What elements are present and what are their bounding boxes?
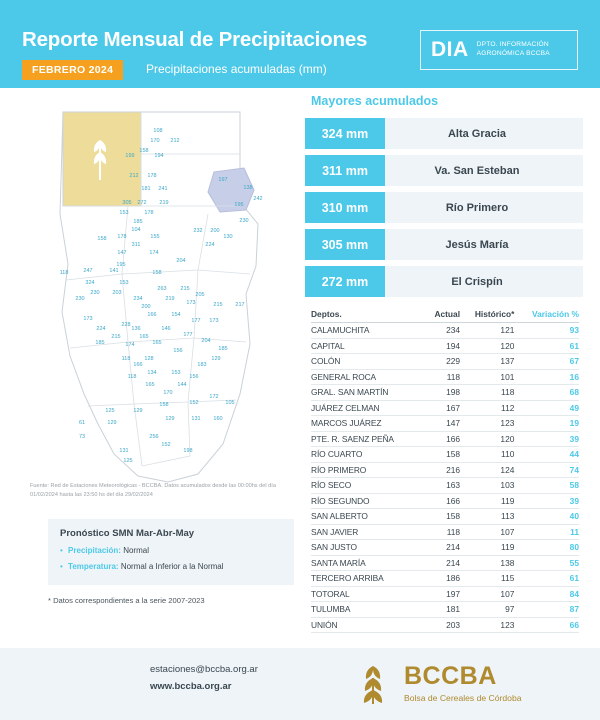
cell-historico: 115 — [460, 571, 514, 587]
top-accumulated-title: Mayores acumulados — [311, 94, 439, 108]
svg-text:131: 131 — [119, 448, 129, 454]
svg-text:183: 183 — [197, 362, 207, 368]
svg-text:118: 118 — [121, 356, 131, 362]
svg-text:203: 203 — [112, 290, 122, 296]
table-head — [311, 309, 579, 323]
col-historico: Histórico* — [460, 309, 514, 323]
table-row — [311, 586, 579, 602]
svg-text:154: 154 — [171, 312, 181, 318]
cell-actual: 216 — [425, 462, 460, 478]
map-panel — [18, 94, 294, 634]
cell-actual: 234 — [425, 323, 460, 339]
top-accumulated-row — [305, 266, 583, 297]
svg-text:256: 256 — [149, 434, 159, 440]
cell-depto: TERCERO ARRIBA — [311, 571, 425, 587]
cell-depto: RÍO SEGUNDO — [311, 493, 425, 509]
cell-depto: JUÁREZ CELMAN — [311, 400, 425, 416]
bccba-logo — [352, 660, 522, 706]
cell-actual: 118 — [425, 369, 460, 385]
top-accumulated-name: Alta Gracia — [447, 127, 507, 140]
top-accumulated-name: Jesús María — [445, 238, 509, 251]
cell-historico: 120 — [460, 338, 514, 354]
svg-text:199: 199 — [125, 153, 135, 159]
svg-text:165: 165 — [152, 340, 162, 346]
cell-actual: 118 — [425, 524, 460, 540]
svg-text:181: 181 — [141, 186, 151, 192]
cell-depto: COLÓN — [311, 354, 425, 370]
svg-text:177: 177 — [191, 318, 201, 324]
website-link[interactable]: www.bccba.org.ar — [150, 681, 232, 692]
brand-subtitle: Bolsa de Cereales de Córdoba — [404, 692, 522, 703]
cell-actual: 158 — [425, 447, 460, 463]
svg-text:212: 212 — [170, 138, 180, 144]
brand-text — [404, 661, 522, 703]
cell-historico: 121 — [460, 323, 514, 339]
date-badge: FEBRERO 2024 — [22, 60, 123, 80]
svg-text:156: 156 — [189, 374, 199, 380]
cell-variacion: 61 — [514, 338, 579, 354]
cell-actual: 158 — [425, 509, 460, 525]
svg-text:131: 131 — [191, 416, 201, 422]
svg-text:197: 197 — [218, 177, 228, 183]
cordoba-precipitation-map — [18, 94, 294, 494]
svg-text:212: 212 — [129, 173, 139, 179]
cell-historico: 110 — [460, 447, 514, 463]
cell-historico: 124 — [460, 462, 514, 478]
svg-text:130: 130 — [223, 234, 233, 240]
table-row — [311, 354, 579, 370]
cell-depto: SAN JAVIER — [311, 524, 425, 540]
svg-text:144: 144 — [177, 382, 187, 388]
cell-actual: 229 — [425, 354, 460, 370]
col-deptos: Deptos. — [311, 309, 425, 323]
svg-text:73: 73 — [78, 434, 86, 440]
svg-text:129: 129 — [133, 408, 143, 414]
svg-text:134: 134 — [147, 370, 157, 376]
svg-text:205: 205 — [195, 292, 205, 298]
cell-variacion: 67 — [514, 354, 579, 370]
cell-historico: 113 — [460, 509, 514, 525]
cell-depto: GRAL. SAN MARTÍN — [311, 385, 425, 401]
top-accumulated-row — [305, 155, 583, 186]
svg-text:136: 136 — [131, 326, 141, 332]
svg-text:230: 230 — [75, 296, 85, 302]
bullet-icon: • — [60, 562, 63, 571]
cell-depto: CALAMUCHITA — [311, 323, 425, 339]
svg-text:173: 173 — [83, 316, 93, 322]
svg-text:174: 174 — [125, 342, 135, 348]
svg-text:200: 200 — [141, 304, 151, 310]
forecast-value-precipitation: Normal — [123, 546, 149, 555]
cell-actual: 194 — [425, 338, 460, 354]
dia-logo-caption — [477, 41, 550, 59]
svg-text:153: 153 — [119, 210, 129, 216]
svg-text:61: 61 — [78, 420, 86, 426]
dia-logo-caption-line1: DPTO. INFORMACIÓN — [476, 41, 549, 49]
wheat-icon — [352, 660, 394, 706]
svg-text:108: 108 — [153, 128, 163, 134]
cell-historico: 123 — [460, 416, 514, 432]
svg-text:165: 165 — [145, 382, 155, 388]
svg-text:204: 204 — [176, 258, 186, 264]
cell-historico: 137 — [460, 354, 514, 370]
svg-text:166: 166 — [133, 362, 143, 368]
cell-depto: GENERAL ROCA — [311, 369, 425, 385]
svg-text:194: 194 — [154, 153, 164, 159]
forecast-panel — [48, 519, 294, 585]
svg-text:200: 200 — [210, 228, 220, 234]
svg-text:155: 155 — [150, 234, 160, 240]
table-row — [311, 555, 579, 571]
svg-text:160: 160 — [213, 416, 223, 422]
cell-historico: 119 — [460, 493, 514, 509]
cell-actual: 198 — [425, 385, 460, 401]
cell-historico: 97 — [460, 602, 514, 618]
cell-variacion: 39 — [514, 431, 579, 447]
cell-actual: 163 — [425, 478, 460, 494]
svg-text:228: 228 — [121, 322, 131, 328]
svg-text:224: 224 — [205, 242, 215, 248]
svg-text:152: 152 — [189, 400, 199, 406]
table-row — [311, 369, 579, 385]
svg-text:263: 263 — [157, 286, 167, 292]
col-actual: Actual — [425, 309, 460, 323]
svg-text:204: 204 — [201, 338, 211, 344]
svg-text:232: 232 — [193, 228, 203, 234]
series-footnote: * Datos correspondientes a la serie 2007-2023 — [48, 596, 205, 605]
top-accumulated-row — [305, 229, 583, 260]
svg-text:105: 105 — [225, 400, 235, 406]
cell-variacion: 40 — [514, 509, 579, 525]
svg-text:129: 129 — [165, 416, 175, 422]
cell-depto: UNIÓN — [311, 617, 425, 633]
cell-variacion: 19 — [514, 416, 579, 432]
cell-variacion: 80 — [514, 540, 579, 556]
table-row — [311, 400, 579, 416]
table-row — [311, 431, 579, 447]
cell-actual: 214 — [425, 540, 460, 556]
cell-variacion: 66 — [514, 617, 579, 633]
departments-table — [311, 309, 579, 633]
svg-text:234: 234 — [133, 296, 143, 302]
svg-text:219: 219 — [165, 296, 175, 302]
svg-text:185: 185 — [133, 219, 143, 225]
cell-depto: MARCOS JUÁREZ — [311, 416, 425, 432]
forecast-label-precipitation: Precipitación: — [68, 546, 121, 555]
cell-variacion: 74 — [514, 462, 579, 478]
cell-historico: 101 — [460, 369, 514, 385]
svg-text:147: 147 — [117, 250, 127, 256]
svg-text:215: 215 — [180, 286, 190, 292]
svg-text:324: 324 — [85, 280, 95, 286]
cell-depto: SAN ALBERTO — [311, 509, 425, 525]
table-row — [311, 416, 579, 432]
svg-text:158: 158 — [152, 270, 162, 276]
svg-text:153: 153 — [171, 370, 181, 376]
svg-text:141: 141 — [109, 268, 119, 274]
svg-text:156: 156 — [173, 348, 183, 354]
contact-email[interactable]: estaciones@bccba.org.ar — [150, 664, 258, 675]
cell-actual: 186 — [425, 571, 460, 587]
top-accumulated-row — [305, 118, 583, 149]
table-row — [311, 447, 579, 463]
table-row — [311, 478, 579, 494]
svg-text:215: 215 — [111, 334, 121, 340]
svg-text:129: 129 — [211, 356, 221, 362]
dia-logo-box — [420, 30, 578, 70]
cell-depto: SAN JUSTO — [311, 540, 425, 556]
page-title: Reporte Mensual de Precipitaciones — [22, 28, 368, 51]
cell-variacion: 16 — [514, 369, 579, 385]
forecast-label-temperature: Temperatura: — [68, 562, 119, 571]
svg-text:158: 158 — [159, 402, 169, 408]
svg-text:129: 129 — [107, 420, 117, 426]
cell-historico: 120 — [460, 431, 514, 447]
svg-text:241: 241 — [158, 186, 168, 192]
svg-text:166: 166 — [147, 312, 157, 318]
forecast-title: Pronóstico SMN Mar-Abr-May — [60, 528, 195, 539]
svg-text:158: 158 — [139, 148, 149, 154]
table-row — [311, 385, 579, 401]
cell-variacion: 68 — [514, 385, 579, 401]
table-row — [311, 338, 579, 354]
cell-actual: 181 — [425, 602, 460, 618]
svg-text:185: 185 — [95, 340, 105, 346]
table-header-row — [311, 309, 579, 323]
cell-actual: 167 — [425, 400, 460, 416]
svg-text:174: 174 — [149, 250, 159, 256]
cell-variacion: 44 — [514, 447, 579, 463]
svg-text:165: 165 — [139, 334, 149, 340]
svg-text:152: 152 — [161, 442, 171, 448]
report-body — [0, 88, 600, 648]
cell-historico: 123 — [460, 617, 514, 633]
top-accumulated-value: 310 mm — [305, 192, 385, 223]
svg-text:247: 247 — [83, 268, 93, 274]
svg-text:185: 185 — [218, 346, 228, 352]
brand-name: BCCBA — [404, 661, 497, 690]
cell-actual: 203 — [425, 617, 460, 633]
table-row — [311, 602, 579, 618]
forecast-row-temperature — [60, 562, 282, 571]
svg-text:125: 125 — [123, 458, 133, 464]
cell-actual: 147 — [425, 416, 460, 432]
cell-depto: TOTORAL — [311, 586, 425, 602]
svg-text:128: 128 — [144, 356, 154, 362]
right-column — [305, 94, 583, 633]
svg-text:272: 272 — [137, 200, 147, 206]
top-accumulated-value: 311 mm — [305, 155, 385, 186]
top-accumulated-row — [305, 192, 583, 223]
cell-historico: 138 — [460, 555, 514, 571]
cell-variacion: 61 — [514, 571, 579, 587]
svg-text:173: 173 — [209, 318, 219, 324]
cell-historico: 103 — [460, 478, 514, 494]
top-accumulated-name: Va. San Esteban — [434, 164, 520, 177]
cell-variacion: 39 — [514, 493, 579, 509]
map-source-note: Fuente: Red de Estaciones Meteorológicas - BCCBA. Datos acumulados desde las 00:00hs del día 01/02/2024 hasta las 23:50 hs del día 29/02/2024 — [30, 483, 276, 498]
svg-text:158: 158 — [97, 236, 107, 242]
table-row — [311, 524, 579, 540]
table-row — [311, 540, 579, 556]
svg-text:198: 198 — [183, 448, 193, 454]
svg-text:195: 195 — [234, 202, 244, 208]
cell-actual: 166 — [425, 431, 460, 447]
top-accumulated-value: 272 mm — [305, 266, 385, 297]
cell-actual: 166 — [425, 493, 460, 509]
cell-variacion: 55 — [514, 555, 579, 571]
cell-variacion: 11 — [514, 524, 579, 540]
cell-depto: RÍO SECO — [311, 478, 425, 494]
svg-text:178: 178 — [144, 210, 154, 216]
cell-variacion: 93 — [514, 323, 579, 339]
svg-text:224: 224 — [96, 326, 106, 332]
page-footer — [0, 648, 600, 720]
table-row — [311, 323, 579, 339]
svg-text:178: 178 — [117, 234, 127, 240]
svg-text:230: 230 — [90, 290, 100, 296]
bullet-icon: • — [60, 546, 63, 555]
svg-text:219: 219 — [159, 200, 169, 206]
cell-depto: RÍO CUARTO — [311, 447, 425, 463]
top-accumulated-name: Río Primero — [445, 201, 509, 214]
svg-text:146: 146 — [161, 326, 171, 332]
svg-text:242: 242 — [253, 196, 263, 202]
cell-actual: 197 — [425, 586, 460, 602]
svg-text:215: 215 — [213, 302, 223, 308]
cell-historico: 119 — [460, 540, 514, 556]
table-row — [311, 462, 579, 478]
forecast-row-precipitation — [60, 546, 282, 555]
header-subtitle: Precipitaciones acumuladas (mm) — [146, 62, 327, 76]
table-row — [311, 493, 579, 509]
svg-text:311: 311 — [131, 242, 141, 248]
svg-text:195: 195 — [116, 262, 126, 268]
cell-depto: TULUMBA — [311, 602, 425, 618]
cell-historico: 107 — [460, 524, 514, 540]
top-accumulated-value: 305 mm — [305, 229, 385, 260]
svg-text:178: 178 — [147, 173, 157, 179]
dia-logo-caption-line2: AGRONÓMICA BCCBA — [476, 50, 550, 57]
svg-text:172: 172 — [209, 394, 219, 400]
top-accumulated-name: El Crispín — [451, 275, 503, 288]
cell-variacion: 49 — [514, 400, 579, 416]
cell-depto: PTE. R. SAENZ PEÑA — [311, 431, 425, 447]
forecast-value-temperature: Normal a Inferior a la Normal — [120, 562, 224, 571]
svg-text:118: 118 — [59, 270, 69, 276]
svg-text:177: 177 — [183, 332, 193, 338]
svg-text:170: 170 — [163, 390, 173, 396]
cell-historico: 112 — [460, 400, 514, 416]
cell-historico: 118 — [460, 385, 514, 401]
top-accumulated-value: 324 mm — [305, 118, 385, 149]
svg-text:125: 125 — [105, 408, 115, 414]
cell-historico: 107 — [460, 586, 514, 602]
cell-variacion: 84 — [514, 586, 579, 602]
cell-depto: RÍO PRIMERO — [311, 462, 425, 478]
cell-actual: 214 — [425, 555, 460, 571]
page-header — [0, 0, 600, 88]
svg-text:153: 153 — [119, 280, 129, 286]
cell-depto: CAPITAL — [311, 338, 425, 354]
dia-logo-text: DIA — [431, 38, 469, 61]
table-row — [311, 571, 579, 587]
svg-text:104: 104 — [131, 227, 141, 233]
table-row — [311, 617, 579, 633]
svg-text:230: 230 — [239, 218, 249, 224]
col-variacion: Variación % — [514, 309, 579, 323]
cell-variacion: 58 — [514, 478, 579, 494]
cell-variacion: 87 — [514, 602, 579, 618]
table-body — [311, 323, 579, 633]
cell-depto: SANTA MARÍA — [311, 555, 425, 571]
svg-text:217: 217 — [235, 302, 245, 308]
svg-text:173: 173 — [186, 300, 196, 306]
svg-text:118: 118 — [127, 374, 137, 380]
table-row — [311, 509, 579, 525]
svg-text:170: 170 — [150, 138, 160, 144]
svg-text:138: 138 — [243, 185, 253, 191]
svg-text:305: 305 — [122, 200, 132, 206]
